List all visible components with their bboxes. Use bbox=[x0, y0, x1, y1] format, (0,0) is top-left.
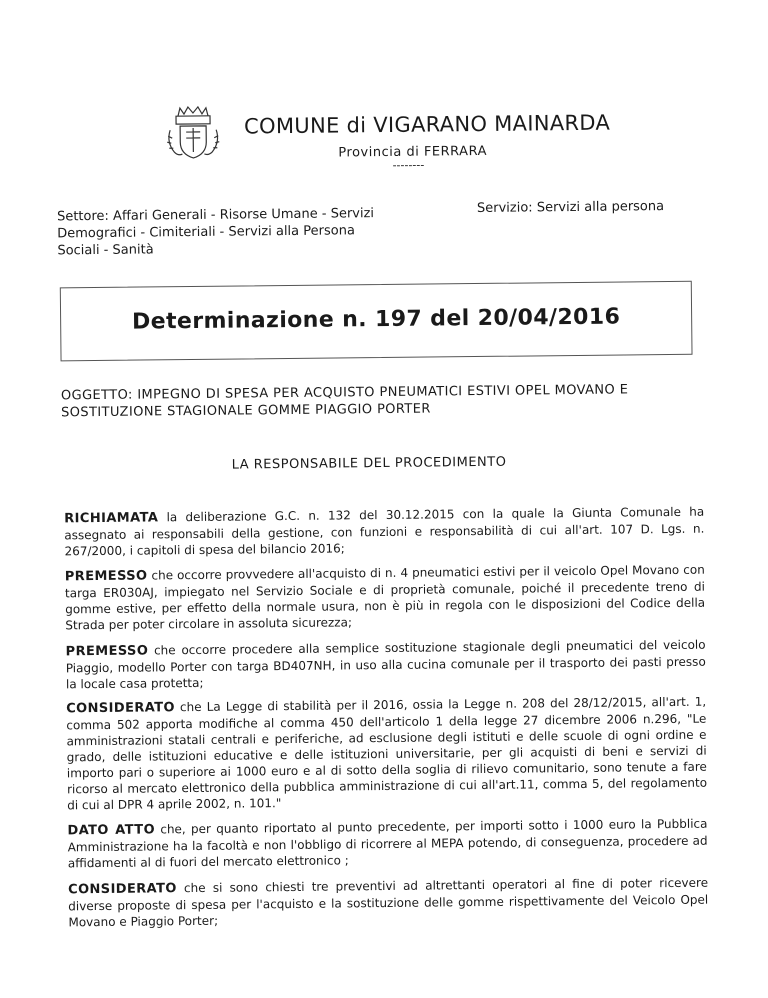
responsabile-heading: LA RESPONSABILE DEL PROCEDIMENTO bbox=[231, 454, 507, 473]
paragraph-premesso-2 bbox=[66, 637, 706, 693]
paragraph-text: che si sono chiesti tre preventivi ad altrettanti operatori al fine di poter ricevere diverse proposte di spesa per l'acquisto e la sostituzione delle gomme rispettivamente del Veicolo Opel Movano e Piaggio Porter; bbox=[68, 875, 709, 930]
paragraph-text: che, per quanto riportato al punto precedente, per importi sotto i 1000 euro la Pubblica Amministrazione ha la facoltà e non l'obbligo di ricorrere al MEPA potendo, di conseguenza, procedere ad affidamenti al di fuori del mercato elettronico ; bbox=[67, 816, 708, 871]
municipality-title: COMUNE di VIGARANO MAINARDA bbox=[243, 110, 611, 139]
oggetto-subject: OGGETTO: IMPEGNO DI SPESA PER ACQUISTO PNEUMATICI ESTIVI OPEL MOVANO E SOSTITUZIONE STAGIONALE GOMME PIAGGIO PORTER bbox=[60, 382, 629, 421]
servizio-label: Servizio: Servizi alla persona bbox=[476, 199, 665, 217]
paragraph-keyword: DATO ATTO bbox=[67, 822, 156, 839]
paragraph-premesso-1 bbox=[65, 562, 706, 634]
paragraph-keyword: RICHIAMATA bbox=[64, 510, 159, 527]
paragraph-keyword: CONSIDERATO bbox=[66, 700, 176, 717]
paragraph-considerato-2 bbox=[68, 875, 708, 931]
paragraph-text: che occorre provvedere all'acquisto di n. 4 pneumatici estivi per il veicolo Opel Movano con targa ER030AJ, impiegato nel Servizio Sociale e di proprietà comunale, poiché il precedente treno di gomme estive, per effetto della normale usura, non è più in regola con le disposizioni del Codice della Strada per poter circolare in assoluta sicurezza; bbox=[64, 562, 706, 633]
settore-label: Settore: Affari Generali - Risorse Umane - Servizi Demografici - Cimiteriali - Servizi alla Persona Sociali - Sanità bbox=[56, 206, 375, 259]
paragraph-considerato-1 bbox=[66, 694, 707, 814]
paragraph-text: la deliberazione G.C. n. 132 del 30.12.2015 con la quale la Giunta Comunale ha assegnato ai responsabili della gestione, con funzioni e responsabilità di cui all'art. 107 D. Lgs. n. 267/2000, i capitoli di spesa del bilancio 2016; bbox=[64, 504, 705, 559]
paragraph-text: che occorre procedere alla semplice sostituzione stagionale degli pneumatici del veicolo Piaggio, modello Porter con targa BD407NH, in uso alla cucina comunale per il trasporto dei pasti presso la locale casa protetta; bbox=[65, 637, 706, 692]
determination-box bbox=[60, 281, 693, 362]
paragraph-richiamata bbox=[64, 504, 704, 560]
determination-title: Determinazione n. 197 del 20/04/2016 bbox=[131, 304, 621, 335]
paragraph-keyword: CONSIDERATO bbox=[68, 881, 177, 898]
header-divider: -------- bbox=[392, 158, 425, 172]
paragraph-dato-atto bbox=[67, 816, 707, 872]
paragraph-text: che La Legge di stabilità per il 2016, ossia la Legge n. 208 del 28/12/2015, all'art. 1, comma 502 apporta modifiche al comma 450 dell'articolo 1 della legge 27 dicembre 2006 n.296, "Le amministrazioni statali centrali e periferiche, ad esclusione degli istituti e delle scuole di ogni ordine e grado, delle istituzioni educative e delle istituzioni universitarie, per gli acquisti di beni e servizi di importo pari o superiore ai 1000 euro e al di sotto della soglia di rilievo comunitario, sono tenute a fare ricorso al mercato elettronico della pubblica amministrazione di cui all'art.11, comma 5, del regolamento di cui al DPR 4 aprile 2002, n. 101." bbox=[66, 694, 708, 813]
paragraph-keyword: PREMESSO bbox=[64, 568, 148, 585]
paragraph-keyword: PREMESSO bbox=[65, 643, 149, 660]
province-label: Provincia di FERRARA bbox=[338, 143, 488, 161]
municipal-crest-icon bbox=[162, 102, 225, 165]
